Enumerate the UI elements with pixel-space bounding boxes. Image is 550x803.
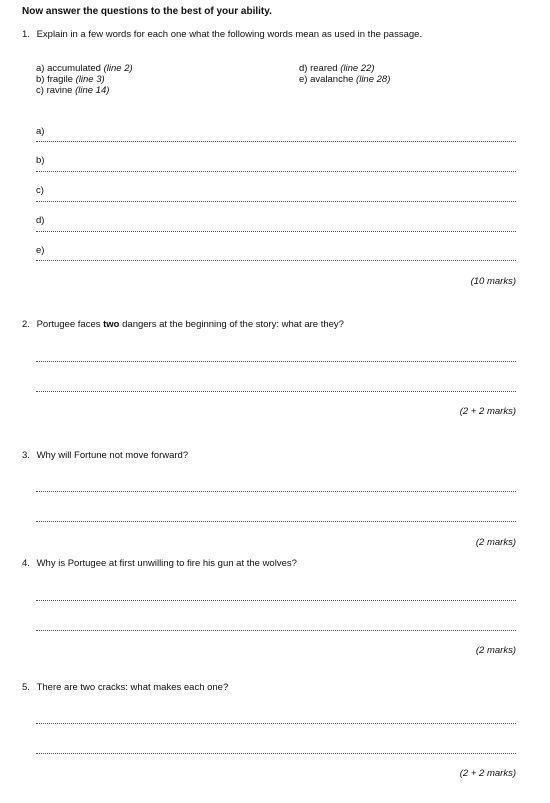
answer-label-b: b) (36, 155, 45, 166)
q5-marks: (2 + 2 marks) (459, 768, 516, 779)
answer-line[interactable] (36, 521, 516, 522)
answer-label-e: e) (36, 245, 45, 256)
q4-prompt (22, 558, 297, 569)
instruction-heading: Now answer the questions to the best of your ability. (22, 6, 272, 17)
q3-marks: (2 marks) (475, 537, 516, 548)
answer-label-c: c) (36, 185, 44, 196)
word-item: b) fragile (line 3) (36, 74, 105, 85)
answer-line[interactable] (36, 391, 516, 392)
answer-label-a: a) (36, 126, 45, 137)
q1-prompt (22, 29, 422, 40)
answer-line[interactable] (36, 600, 516, 601)
q1-words-right (299, 63, 390, 85)
q4-text: Why is Portugee at first unwilling to fire his gun at the wolves? (36, 558, 297, 569)
word-item: a) accumulated (line 2) (36, 63, 133, 74)
word-item: d) reared (line 22) (299, 63, 375, 74)
answer-line[interactable] (36, 630, 516, 631)
answer-label-d: d) (36, 215, 45, 226)
q5-number: 5. (22, 682, 30, 693)
answer-line[interactable] (36, 753, 516, 754)
answer-line[interactable] (36, 723, 516, 724)
q1-marks: (10 marks) (470, 276, 516, 287)
answer-line[interactable] (36, 260, 516, 261)
word-item: e) avalanche (line 28) (299, 74, 391, 85)
answer-line[interactable] (36, 231, 516, 232)
answer-line[interactable] (36, 361, 516, 362)
answer-line[interactable] (36, 141, 516, 142)
q1-words-left (36, 63, 133, 96)
q5-text: There are two cracks: what makes each one? (36, 682, 229, 693)
q2-prompt: 2. Portugee faces two dangers at the beginning of the story: what are they? (22, 319, 344, 330)
answer-line[interactable] (36, 171, 516, 172)
q4-marks: (2 marks) (475, 645, 516, 656)
answer-line[interactable] (36, 201, 516, 202)
q1-text: Explain in a few words for each one what the following words mean as used in the passage. (36, 29, 423, 40)
q4-number: 4. (22, 558, 30, 569)
q5-prompt (22, 682, 228, 693)
q2-marks: (2 + 2 marks) (459, 406, 516, 417)
q3-number: 3. (22, 450, 30, 461)
q3-prompt (22, 450, 188, 461)
word-item: c) ravine (line 14) (36, 85, 110, 96)
answer-line[interactable] (36, 491, 516, 492)
q3-text: Why will Fortune not move forward? (36, 450, 189, 461)
q2-number: 2. (22, 319, 30, 330)
q1-number: 1. (22, 29, 30, 40)
